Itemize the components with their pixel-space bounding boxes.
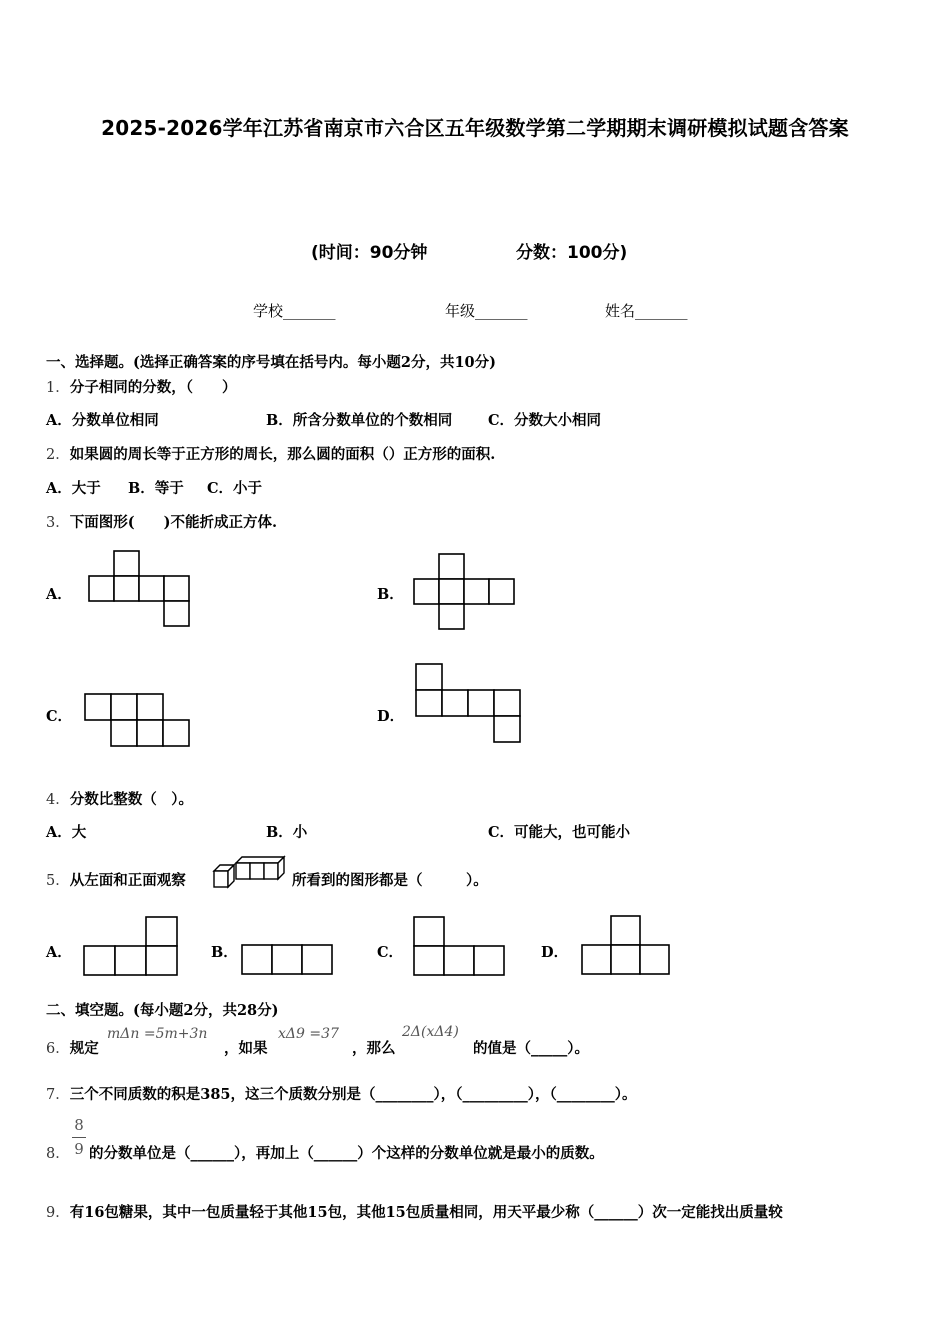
cube-net-a [86,548,194,630]
q3-option-b: B． [377,586,404,603]
question-3 [46,511,277,532]
question-9-text: 有16包糖果，其中一包质量轻于其他15包，其他15包质量相同，用天平最少称（______）次一定能找出质量较 [69,1204,783,1221]
question-4 [46,788,193,809]
exam-time: (时间：90分钟 [311,243,428,263]
view-shape-d [580,913,674,977]
q5-option-d: D． [541,944,569,961]
q2-option-b: B．等于 [128,480,184,497]
view-shape-b [240,942,336,978]
view-shape-a [82,914,182,978]
q4-option-b: B．小 [266,824,308,841]
question-5-number: 5． [46,873,70,889]
question-6-text-2: ，如果 [224,1040,268,1057]
cube-net-d [413,661,525,747]
q5-option-c: C． [377,944,404,961]
cube-net-c [82,691,192,751]
question-4-text: 分数比整数（ ）。 [69,791,193,808]
q2-option-c: C．小于 [207,480,263,497]
question-7-text: 三个不同质数的积是385，这三个质数分别是（________），（_________），（________）。 [69,1086,637,1103]
name-field: 姓名_______ [605,302,688,320]
q3-option-a: A． [46,586,72,603]
question-1 [46,376,236,397]
q1-option-a: A．分数单位相同 [46,412,159,429]
cube-net-b [411,551,519,633]
cube-stack-icon [212,853,288,895]
question-9 [46,1201,783,1222]
question-6-text-1: 规定 [69,1040,99,1057]
question-2-number: 2． [46,447,70,463]
q3-option-c: C． [46,708,73,725]
q4-option-a: A．大 [46,824,87,841]
fraction-numerator: 8 [74,1116,84,1134]
q5-option-a: A． [46,944,72,961]
question-9-number: 9． [46,1205,70,1221]
section1-heading: 一、选择题。(选择正确答案的序号填在括号内。每小题2分，共10分) [46,354,496,371]
question-5 [46,869,186,890]
q1-option-c: C．分数大小相同 [488,412,602,429]
math-condition: xΔ9 =37 [278,1026,339,1042]
q2-option-a: A．大于 [46,480,101,497]
question-7-number: 7． [46,1087,70,1103]
question-5-text-2: 所看到的图形都是（ ）。 [292,872,488,889]
question-8-number-wrap [46,1142,70,1163]
school-field: 学校_______ [253,302,336,320]
math-expression: 2Δ(xΔ4) [402,1024,459,1040]
q3-option-d: D． [377,708,405,725]
section2-heading: 二、填空题。(每小题2分，共28分) [46,1002,279,1019]
q5-option-b: B． [211,944,238,961]
question-2 [46,443,495,464]
question-3-text: 下面图形( )不能折成正方体. [69,514,278,531]
question-5-text-1: 从左面和正面观察 [69,872,186,889]
question-2-text: 如果圆的周长等于正方形的周长，那么圆的面积（）正方形的面积. [69,446,496,463]
q1-option-b: B．所含分数单位的个数相同 [266,412,453,429]
question-6-text-3: ，那么 [352,1040,396,1057]
question-1-number: 1． [46,380,70,396]
fraction-denominator: 9 [74,1140,84,1158]
question-4-number: 4． [46,792,70,808]
question-6-text-4: 的值是（_____）。 [473,1040,589,1057]
fraction-bar [72,1137,86,1138]
view-shape-c [411,914,509,978]
grade-field: 年级_______ [445,302,528,320]
math-definition: mΔn =5m+3n [107,1026,208,1042]
q4-option-c: C．可能大，也可能小 [488,824,631,841]
exam-score: 分数：100分) [516,243,628,263]
question-1-text: 分子相同的分数，（ ） [69,379,237,396]
question-7 [46,1083,637,1104]
question-8-text: 的分数单位是（______），再加上（______）个这样的分数单位就是最小的质数。 [89,1145,604,1162]
question-3-number: 3． [46,515,70,531]
question-6 [46,1037,99,1058]
doc-title: 2025-2026学年江苏省南京市六合区五年级数学第二学期期末调研模拟试题含答案 [101,116,849,140]
question-8-number: 8． [46,1146,70,1162]
question-6-number: 6． [46,1041,70,1057]
